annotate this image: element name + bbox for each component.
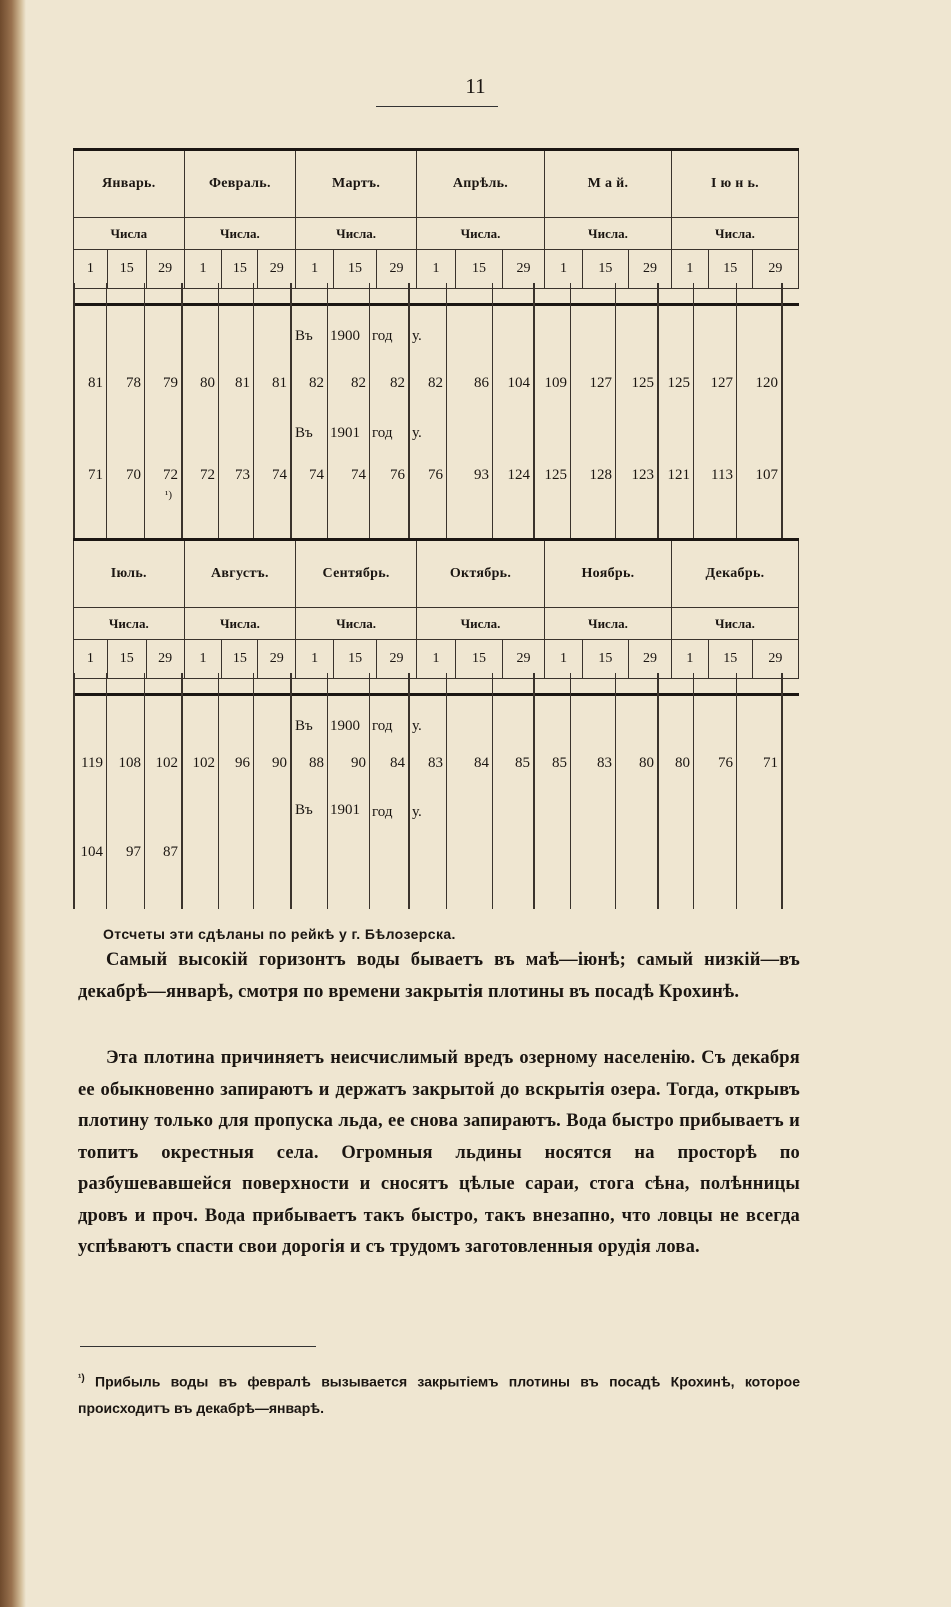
column-rule	[533, 283, 535, 538]
month-header-april: Апрѣль.	[417, 150, 545, 218]
column-rule	[73, 673, 75, 909]
footnote-mark: ¹)	[78, 1373, 85, 1384]
paragraph-2: Эта плотина причиняетъ неисчислимый вредъ озерному населенію. Съ декабря ее обыкновенно запираютъ и держатъ закрытой до вскрытія озера. Тогда, открывъ плотину только для пропуска льда, ее снова запираютъ. Вода быстро прибываетъ и топитъ окрестныя села. Огромныя льдины носятся на просторѣ по разбушевавшейся поверхности и сносятъ цѣлые сараи, стога сѣна, полѣнницы дровъ и проч. Вода прибываетъ такъ быстро, такъ внезапно, что ловцы не всегда успѣваютъ спасти свои дорогія и съ трудомъ заготовленныя орудія лова.	[78, 1048, 800, 1257]
table-header-jul-dec	[73, 538, 799, 679]
data-value: 84	[390, 755, 405, 771]
data-value: 78	[126, 375, 141, 391]
data-value: 72	[163, 467, 178, 483]
table-caption: Отсчеты эти сдѣланы по рейкѣ у г. Бѣлозерска.	[103, 926, 456, 942]
day-cell: 1	[417, 250, 456, 289]
day-cell: 15	[582, 640, 628, 679]
data-value: 93	[474, 467, 489, 483]
sub-header: Числа.	[671, 608, 798, 640]
column-rule	[781, 283, 783, 538]
column-rule	[736, 283, 737, 538]
column-rule	[106, 673, 107, 909]
column-rule	[327, 283, 328, 538]
column-rule	[408, 673, 410, 909]
data-value: 76	[390, 467, 405, 483]
data-value: 86	[474, 375, 489, 391]
day-cell: 29	[258, 250, 296, 289]
column-rule	[492, 673, 493, 909]
data-value: 74	[309, 467, 324, 483]
column-rule	[181, 673, 183, 909]
data-value: 81	[235, 375, 250, 391]
day-cell: 1	[296, 640, 334, 679]
sub-header: Числа.	[74, 608, 185, 640]
year-label: Въ	[295, 328, 313, 344]
data-value: 96	[235, 755, 250, 771]
sub-header: Числа.	[184, 218, 296, 250]
year-label: 1900	[330, 328, 360, 344]
sub-header: Числа.	[671, 218, 798, 250]
day-cell: 29	[752, 250, 798, 289]
data-value: 87	[163, 844, 178, 860]
sub-header: Числа.	[296, 608, 417, 640]
column-rule	[533, 673, 535, 909]
month-header-march: Мартъ.	[296, 150, 417, 218]
data-value: 71	[763, 755, 778, 771]
data-value: 84	[474, 755, 489, 771]
data-value: 124	[507, 467, 530, 483]
data-value: 102	[192, 755, 215, 771]
data-value: 109	[544, 375, 567, 391]
data-value: 82	[390, 375, 405, 391]
day-cell: 1	[545, 640, 583, 679]
data-value: 123	[631, 467, 654, 483]
footnote-rule	[80, 1346, 316, 1347]
data-value: 82	[351, 375, 366, 391]
day-cell: 29	[503, 250, 545, 289]
column-rule	[181, 283, 183, 538]
day-cell: 15	[455, 640, 502, 679]
day-cell: 29	[258, 640, 296, 679]
data-value: 102	[155, 755, 178, 771]
day-cell: 15	[582, 250, 628, 289]
year-label: у.	[412, 804, 422, 820]
data-value: 76	[428, 467, 443, 483]
column-rule	[408, 283, 410, 538]
month-header-august: Августъ.	[184, 540, 296, 608]
data-block-jul-dec	[73, 673, 799, 909]
day-cell: 1	[296, 250, 334, 289]
day-cell: 1	[545, 250, 583, 289]
data-value: 81	[272, 375, 287, 391]
day-cell: 29	[377, 640, 417, 679]
day-cell: 29	[752, 640, 798, 679]
sub-header: Числа.	[417, 218, 545, 250]
data-value: 90	[351, 755, 366, 771]
data-value: 83	[428, 755, 443, 771]
day-cell: 1	[671, 640, 708, 679]
month-header-may: М а й.	[545, 150, 672, 218]
column-rule	[106, 283, 107, 538]
data-value: 107	[755, 467, 778, 483]
column-rule	[615, 673, 616, 909]
column-rule	[657, 283, 659, 538]
year-label: год	[372, 328, 393, 344]
data-value: 125	[544, 467, 567, 483]
month-header-june: І ю н ь.	[671, 150, 798, 218]
month-header-december: Декабрь.	[671, 540, 798, 608]
data-value: 81	[88, 375, 103, 391]
day-cell: 29	[146, 640, 184, 679]
day-cell: 29	[628, 250, 671, 289]
data-value: 127	[589, 375, 612, 391]
column-rule	[657, 673, 659, 909]
data-value: 74	[351, 467, 366, 483]
year-label: 1901	[330, 802, 360, 818]
column-rule	[327, 673, 328, 909]
footnote-text: Прибыль воды въ февралѣ вызывается закрытіемъ плотины въ посадѣ Крохинѣ, которое происходитъ въ декабрѣ—январѣ.	[78, 1373, 801, 1416]
data-value: 83	[597, 755, 612, 771]
year-label: у.	[412, 718, 422, 734]
data-value: 80	[200, 375, 215, 391]
column-rule	[369, 673, 370, 909]
day-cell: 15	[334, 640, 377, 679]
data-value: 113	[711, 467, 733, 483]
data-value: 82	[428, 375, 443, 391]
data-value: 80	[639, 755, 654, 771]
sub-header: Числа.	[296, 218, 417, 250]
data-value: 127	[710, 375, 733, 391]
day-cell: 15	[334, 250, 377, 289]
column-rule	[290, 673, 292, 909]
year-label: Въ	[295, 718, 313, 734]
sub-header: Числа.	[545, 608, 672, 640]
sub-header: Числа.	[417, 608, 545, 640]
day-cell: 29	[628, 640, 671, 679]
data-value: 104	[507, 375, 530, 391]
column-rule	[253, 673, 254, 909]
column-rule	[446, 673, 447, 909]
data-value: 121	[667, 467, 690, 483]
column-rule	[781, 673, 783, 909]
data-value: 73	[235, 467, 250, 483]
month-header-january: Январь.	[74, 150, 185, 218]
column-rule	[218, 673, 219, 909]
data-value: 108	[118, 755, 141, 771]
year-label: год	[372, 804, 393, 820]
year-label: Въ	[295, 425, 313, 441]
data-value: 88	[309, 755, 324, 771]
data-value: 70	[126, 467, 141, 483]
month-header-september: Сентябрь.	[296, 540, 417, 608]
day-cell: 15	[708, 250, 752, 289]
footnote	[78, 1366, 800, 1421]
data-value: 125	[667, 375, 690, 391]
data-value: 71	[88, 467, 103, 483]
column-rule	[693, 673, 694, 909]
day-cell: 15	[708, 640, 752, 679]
page-number-rule	[376, 106, 498, 107]
day-cell: 1	[74, 250, 108, 289]
year-label: 1900	[330, 718, 360, 734]
page-number: 11	[465, 74, 486, 98]
data-value: 74	[272, 467, 287, 483]
data-value: 104	[80, 844, 103, 860]
data-value: 85	[552, 755, 567, 771]
column-rule	[290, 283, 292, 538]
day-cell: 15	[222, 640, 258, 679]
day-cell: 29	[146, 250, 184, 289]
month-header-november: Ноябрь.	[545, 540, 672, 608]
year-label: год	[372, 718, 393, 734]
month-header-february: Февраль.	[184, 150, 296, 218]
day-cell: 1	[184, 640, 222, 679]
day-cell: 1	[184, 250, 222, 289]
day-cell: 15	[107, 250, 146, 289]
column-rule	[615, 283, 616, 538]
year-label: у.	[412, 328, 422, 344]
month-header-july: Іюль.	[74, 540, 185, 608]
column-rule	[446, 283, 447, 538]
column-rule	[736, 673, 737, 909]
year-label: у.	[412, 425, 422, 441]
sub-header: Числа.	[184, 608, 296, 640]
column-rule	[570, 283, 571, 538]
day-cell: 15	[107, 640, 146, 679]
data-value: 119	[81, 755, 103, 771]
data-value: 82	[309, 375, 324, 391]
book-binding-edge	[0, 0, 26, 1607]
column-rule	[369, 283, 370, 538]
column-rule	[253, 283, 254, 538]
column-rule	[492, 283, 493, 538]
day-cell: 1	[74, 640, 108, 679]
data-block-jan-jun	[73, 283, 799, 538]
column-rule	[144, 673, 145, 909]
data-value: 97	[126, 844, 141, 860]
day-cell: 1	[671, 250, 708, 289]
year-label: 1901	[330, 425, 360, 441]
day-cell: 29	[377, 250, 417, 289]
data-value: 120	[755, 375, 778, 391]
day-cell: 15	[222, 250, 258, 289]
column-rule	[73, 283, 75, 538]
footnote-marker: ¹)	[165, 489, 172, 501]
data-value: 90	[272, 755, 287, 771]
year-label: Въ	[295, 802, 313, 818]
data-value: 79	[163, 375, 178, 391]
day-cell: 1	[417, 640, 456, 679]
data-value: 76	[718, 755, 733, 771]
sub-header: Числа.	[545, 218, 672, 250]
data-value: 125	[631, 375, 654, 391]
column-rule	[218, 283, 219, 538]
column-rule	[570, 673, 571, 909]
data-value: 85	[515, 755, 530, 771]
column-rule	[693, 283, 694, 538]
data-value: 72	[200, 467, 215, 483]
paragraph-1: Самый высокій горизонтъ воды бываетъ въ маѣ—іюнѣ; самый низкій—въ декабрѣ—январѣ, смотря по времени закрытія плотины въ посадѣ Крохинѣ.	[78, 950, 800, 1002]
data-value: 80	[675, 755, 690, 771]
year-label: год	[372, 425, 393, 441]
day-cell: 15	[455, 250, 502, 289]
day-cell: 29	[503, 640, 545, 679]
data-value: 128	[589, 467, 612, 483]
month-header-october: Октябрь.	[417, 540, 545, 608]
sub-header: Числа	[74, 218, 185, 250]
table-header-jan-jun	[73, 148, 799, 289]
